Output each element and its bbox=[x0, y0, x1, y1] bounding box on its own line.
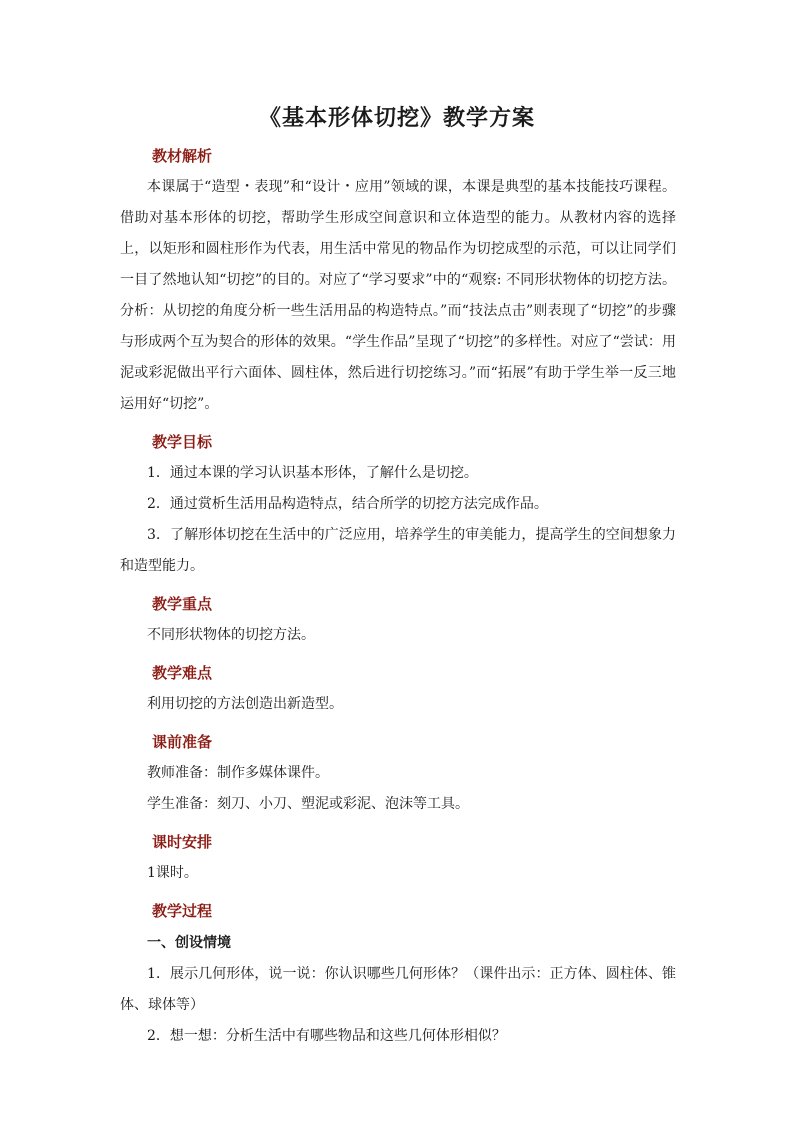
section-heading: 课前准备 bbox=[152, 733, 213, 751]
schedule-text: 1课时。 bbox=[147, 865, 198, 881]
section-difficulty bbox=[120, 657, 676, 720]
goal-item: 2．通过赏析生活用品构造特点，结合所学的切挖方法完成作品。 bbox=[147, 496, 548, 512]
section-preparation bbox=[120, 726, 676, 820]
section-material bbox=[120, 140, 676, 420]
student-preparation: 学生准备：刻刀、小刀、塑泥或彩泥、泡沫等工具。 bbox=[147, 796, 469, 812]
document-body bbox=[120, 140, 676, 1052]
section-key-point bbox=[120, 588, 676, 651]
section-heading: 教学重点 bbox=[152, 595, 213, 613]
goal-item: 1．通过本课的学习认识基本形体，了解什么是切挖。 bbox=[147, 465, 478, 481]
section-heading: 教材解析 bbox=[152, 147, 213, 165]
goal-item: 3．了解形体切挖在生活中的广泛应用，培养学生的审美能力，提高学生的空间想象力和造型能力。 bbox=[120, 527, 676, 574]
section-goals bbox=[120, 426, 676, 582]
section-heading: 教学过程 bbox=[152, 902, 213, 920]
section-schedule bbox=[120, 826, 676, 889]
section-heading: 课时安排 bbox=[152, 833, 213, 851]
process-sub-heading: 一、创设情境 bbox=[147, 935, 231, 951]
teacher-preparation: 教师准备：制作多媒体课件。 bbox=[147, 765, 329, 781]
key-point-text: 不同形状物体的切挖方法。 bbox=[147, 627, 315, 643]
difficulty-text: 利用切挖的方法创造出新造型。 bbox=[147, 696, 343, 712]
section-heading: 教学难点 bbox=[152, 664, 213, 682]
section-heading: 教学目标 bbox=[152, 433, 213, 451]
process-item: 2．想一想：分析生活中有哪些物品和这些几何体形相似？ bbox=[147, 1028, 506, 1044]
process-item: 1．展示几何形体，说一说：你认识哪些几何形体？（课件出示：正方体、圆柱体、锥体、球体等） bbox=[120, 966, 676, 1013]
section-process bbox=[120, 895, 676, 1052]
document-title: 《基本形体切挖》教学方案 bbox=[258, 105, 535, 131]
material-paragraph: 本课属于“造型・表现”和“设计・应用”领域的课，本课是典型的基本技能技巧课程。借助对基本形体的切挖，帮助学生形成空间意识和立体造型的能力。从教材内容的选择上，以矩形和圆柱形作为代表，用生活中常见的物品作为切挖成型的示范，可以让同学们一目了然地认知“切挖”的目的。对应了“学习要求”中的“观察: 不同形状物体的切挖方法。分析：从切挖的角度分析一些生活用品的构造特点。”而“技法点击”则表现了“切挖”的步骤与形成两个互为契合的形体的效果。“学生作品”呈现了“切挖”的多样性。对应了“尝试：用泥或彩泥做出平行六面体、圆柱体，然后进行切挖练习。”而“拓展”有助于学生举一反三地运用好“切挖”。 bbox=[120, 179, 676, 412]
